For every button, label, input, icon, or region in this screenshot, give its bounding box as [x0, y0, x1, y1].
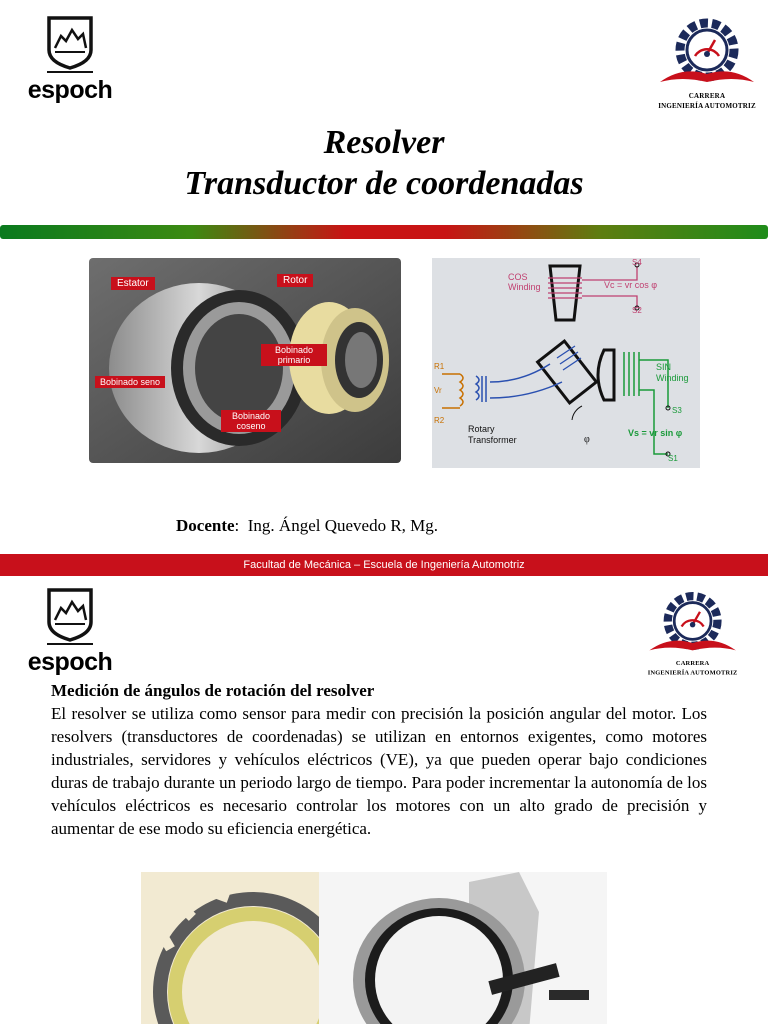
gear-speedometer-icon — [652, 12, 762, 92]
resolver-housing-photo — [319, 872, 607, 1024]
espoch-logo-2 — [25, 584, 115, 679]
label-s1: S1 — [668, 454, 678, 463]
label-s3: S3 — [672, 406, 682, 415]
label-rotor: Rotor — [277, 274, 313, 287]
label-vr: Vr — [434, 386, 442, 395]
footer-bar: Facultad de Mecánica – Escuela de Ingeniería Automotriz — [0, 554, 768, 576]
label-r2: R2 — [434, 416, 445, 425]
resolver-motor-image — [89, 258, 401, 463]
label-estator: Estator — [111, 277, 155, 290]
label-bobinado-primario: Bobinado primario — [261, 344, 327, 366]
label-rotary-transformer: Rotary Transformer — [468, 424, 517, 445]
label-cos-winding: COS Winding — [508, 272, 541, 292]
carrera-logo-2 — [642, 586, 743, 678]
docente-colon: : — [234, 516, 248, 535]
docente-line — [176, 516, 438, 536]
title-line-1: Resolver — [323, 124, 445, 161]
label-sin-winding: SIN Winding — [656, 362, 689, 383]
espoch-shield-icon — [25, 584, 115, 648]
decorative-color-band — [0, 225, 768, 239]
espoch-logo-text-2: espoch — [27, 648, 113, 676]
label-vs-formula: Vs = vr sin φ — [628, 428, 683, 438]
carrera-logo — [652, 12, 762, 112]
carrera-line2-2: INGENIERÍA AUTOMOTRIZ — [647, 668, 738, 677]
espoch-shield-icon — [25, 12, 115, 76]
title-line-2: Transductor de coordenadas — [184, 165, 584, 202]
label-vc-formula: Vc = vr cos φ — [604, 280, 658, 290]
slide-2 — [0, 576, 768, 1024]
label-bobinado-coseno: Bobinado coseno — [221, 410, 281, 432]
label-phi: φ — [584, 434, 590, 445]
resolver-schematic-diagram — [432, 258, 700, 468]
docente-name: Ing. Ángel Quevedo R, Mg. — [247, 516, 439, 535]
gear-speedometer-icon — [642, 586, 743, 660]
label-bobinado-seno: Bobinado seno — [95, 376, 165, 388]
carrera-line1: CARRERA — [688, 92, 726, 100]
resolver-stator-photo — [141, 872, 319, 1024]
label-s2: S2 — [632, 306, 642, 315]
espoch-logo-text: espoch — [27, 76, 113, 104]
carrera-line2: INGENIERÍA AUTOMOTRIZ — [658, 102, 756, 110]
body-paragraph: El resolver se utiliza como sensor para medir con precisión la posición angular del motor. Los resolvers (transductores de coordenadas) se utilizan en entornos exigentes, como motores industriales, servidores y vehículos eléctricos (VE), ya que pueden operar bajo condiciones duras de trabajo durante un periodo largo de tiempo. Para poder incrementar la autonomía de los vehículos eléctricos es necesario controlar los motores con un alto grado de precisión y aumentar de ese modo su eficiencia energética. — [51, 704, 707, 838]
label-r1: R1 — [434, 362, 445, 371]
docente-label: Docente — [176, 516, 235, 535]
carrera-line1-2: CARRERA — [675, 659, 710, 667]
section-heading: Medición de ángulos de rotación del resolver — [51, 681, 375, 700]
label-s4: S4 — [632, 258, 642, 267]
espoch-logo — [25, 12, 115, 107]
